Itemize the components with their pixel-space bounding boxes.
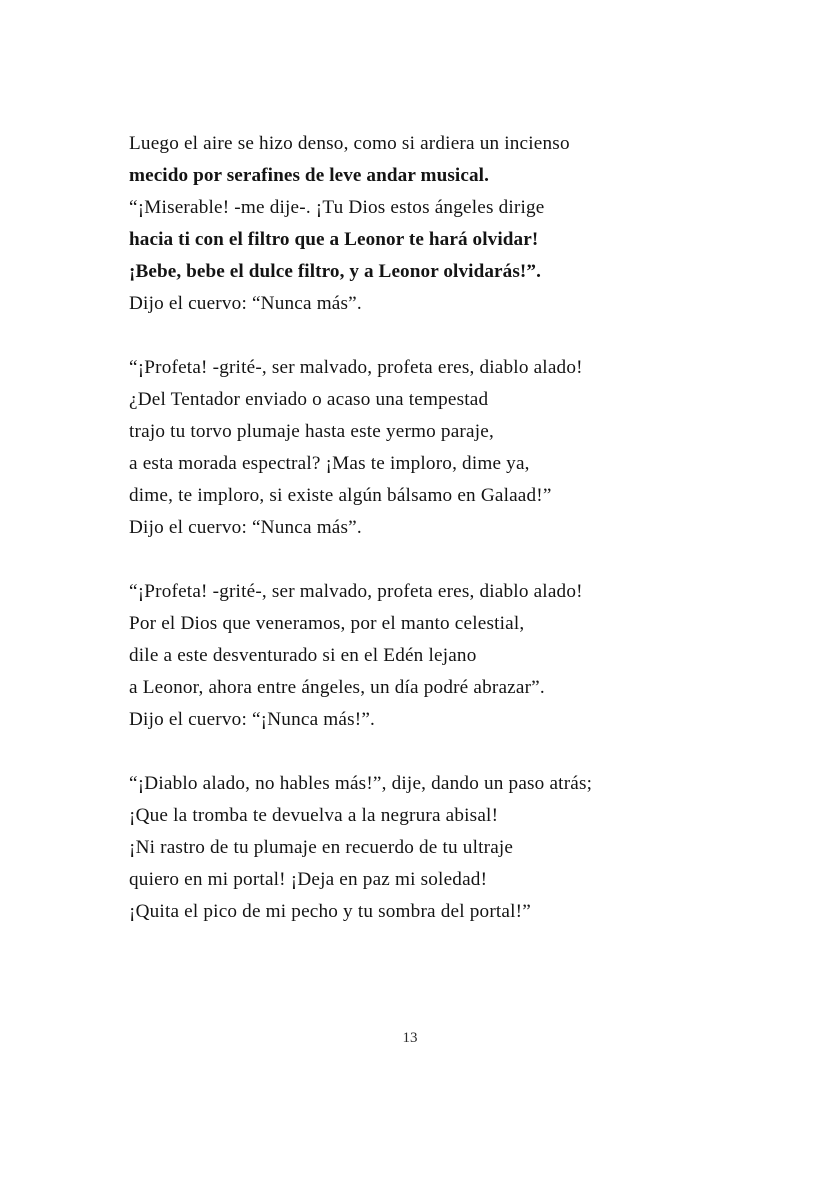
- poem-line: “¡Diablo alado, no hables más!”, dije, dando un paso atrás;: [129, 773, 593, 794]
- poem-line: trajo tu torvo plumaje hasta este yermo paraje,: [129, 421, 494, 442]
- poem-line: Por el Dios que veneramos, por el manto celestial,: [129, 613, 525, 634]
- poem-line: ¡Que la tromba te devuelva a la negrura abisal!: [129, 805, 499, 826]
- poem-line: quiero en mi portal! ¡Deja en paz mi soledad!: [129, 869, 488, 890]
- poem-line: hacia ti con el filtro que a Leonor te hará olvidar!: [129, 229, 539, 250]
- poem-line: ¿Del Tentador enviado o acaso una tempestad: [129, 389, 489, 410]
- page-number: 13: [402, 1030, 418, 1046]
- poem-line: a Leonor, ahora entre ángeles, un día podré abrazar”.: [129, 677, 545, 698]
- poem-line: “¡Profeta! -grité-, ser malvado, profeta eres, diablo alado!: [129, 357, 583, 378]
- poem-line: dile a este desventurado si en el Edén lejano: [129, 645, 477, 666]
- poem-line: a esta morada espectral? ¡Mas te imploro, dime ya,: [129, 453, 530, 474]
- poem-line: dime, te imploro, si existe algún bálsamo en Galaad!”: [129, 485, 552, 506]
- poem-line: Dijo el cuervo: “¡Nunca más!”.: [129, 709, 376, 730]
- poem-line: mecido por serafines de leve andar musical.: [129, 165, 489, 186]
- poem-line: Dijo el cuervo: “Nunca más”.: [129, 517, 362, 538]
- poem-line: ¡Quita el pico de mi pecho y tu sombra del portal!”: [129, 901, 531, 922]
- poem-line: “¡Profeta! -grité-, ser malvado, profeta eres, diablo alado!: [129, 581, 583, 602]
- poem-line: ¡Ni rastro de tu plumaje en recuerdo de tu ultraje: [129, 837, 514, 858]
- poem-stanza: [129, 576, 729, 736]
- poem-line: “¡Miserable! -me dije-. ¡Tu Dios estos ángeles dirige: [129, 197, 545, 218]
- poem-line: Dijo el cuervo: “Nunca más”.: [129, 293, 362, 314]
- poem-stanza: [129, 352, 729, 544]
- poem-line: Luego el aire se hizo denso, como si ardiera un incienso: [129, 133, 570, 154]
- poem-stanza: [129, 768, 729, 928]
- poem-stanza: [129, 128, 729, 320]
- poem-body: [129, 128, 729, 928]
- poem-line: ¡Bebe, bebe el dulce filtro, y a Leonor olvidarás!”.: [129, 261, 541, 282]
